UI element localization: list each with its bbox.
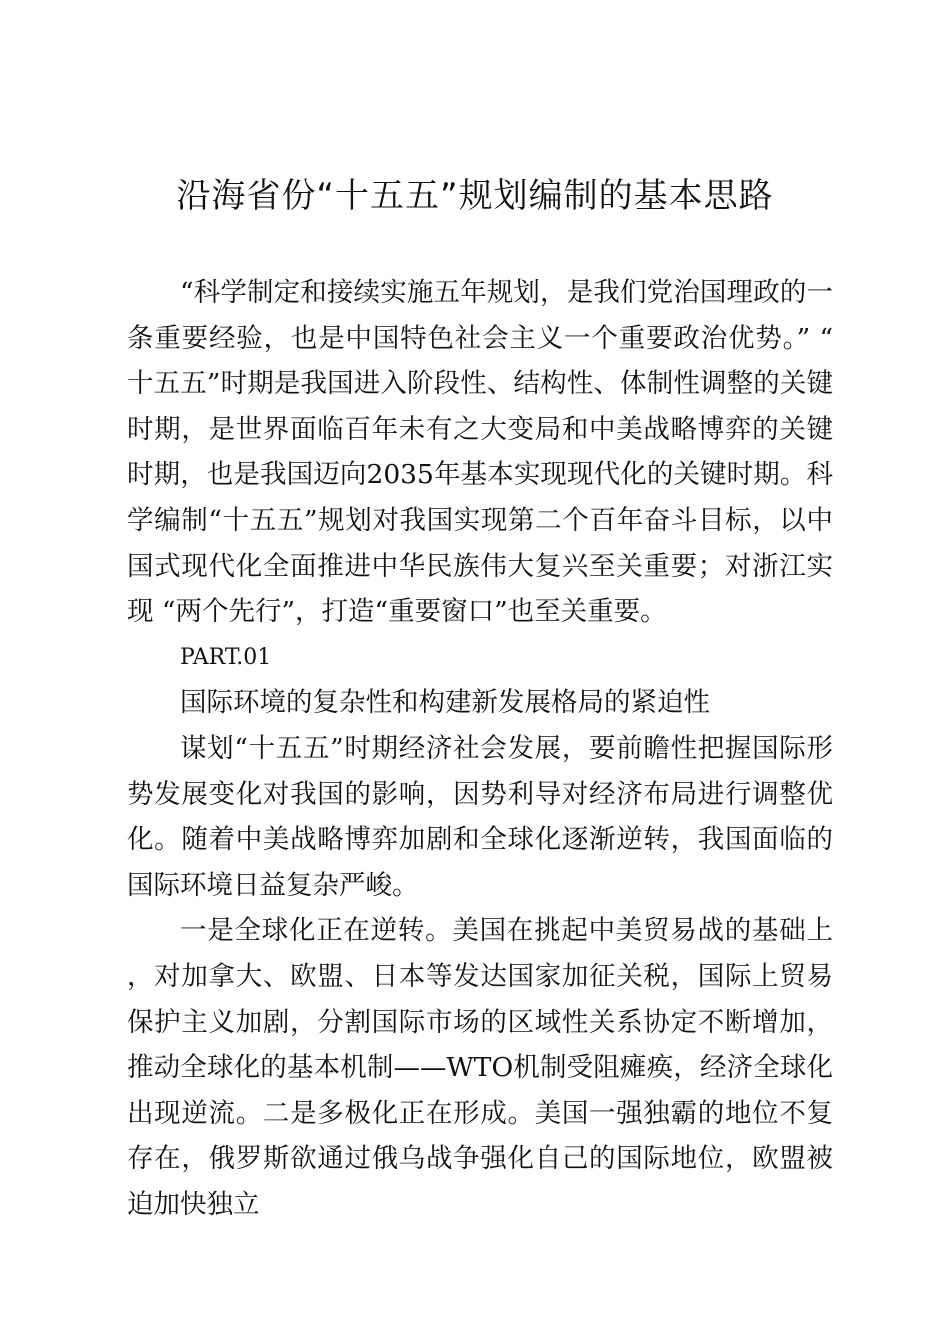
part-label: PART.01 (180, 644, 272, 670)
point-one-two-paragraph: 一是全球化正在逆转。美国在挑起中美贸易战的基础上，对加拿大、欧盟、日本等发达国家加征关税，国际上贸易保护主义加剧，分割国际市场的区域性关系协定不断增加，推动全球化的基本机制——WTO机制受阻瘫痪，经济全球化出现逆流。二是多极化正在形成。美国一强独霸的地位不复存在，俄罗斯欲通过俄乌战争强化自己的国际地位，欧盟被迫加快独立 (127, 915, 833, 1220)
section-intro-paragraph: 谋划“十五五”时期经济社会发展，要前瞻性把握国际形势发展变化对我国的影响，因势利导对经济布局进行调整优化。随着中美战略博弈加剧和全球化逐渐逆转，我国面临的国际环境日益复杂严峻。 (127, 732, 833, 901)
intro-paragraph: “科学制定和接续实施五年规划，是我们党治国理政的一条重要经验，也是中国特色社会主义一个重要政治优势。” “十五五”时期是我国进入阶段性、结构性、体制性调整的关键时期，是世界面临百年未有之大变局和中美战略博弈的关键时期，也是我国迈向2035年基本实现现代化的关键时期。科学编制“十五五”规划对我国实现第二个百年奋斗目标，以中国式现代化全面推进中华民族伟大复兴至关重要；对浙江实现 “两个先行”，打造“重要窗口”也至关重要。 (127, 277, 833, 628)
section-heading: 国际环境的复杂性和构建新发展格局的紧迫性 (180, 687, 710, 719)
document-title: 沿海省份“十五五”规划编制的基本思路 (176, 176, 774, 216)
document-body (127, 270, 833, 1227)
